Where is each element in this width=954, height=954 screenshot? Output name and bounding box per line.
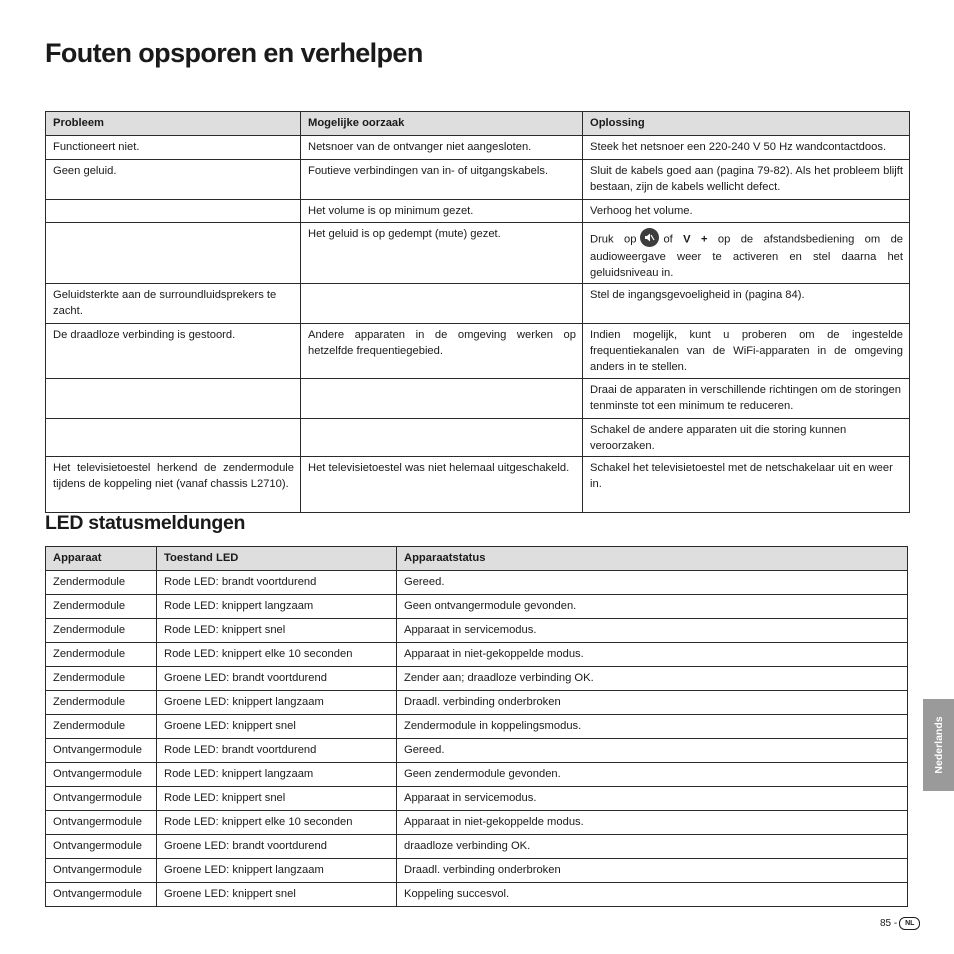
device-status-cell: Draadl. verbinding onderbroken [397, 691, 908, 715]
nl-badge-icon: NL [899, 917, 920, 930]
cause-cell: Het televisietoestel was niet helemaal uitgeschakeld. [301, 457, 583, 513]
solution-cell: Draai de apparaten in verschillende richtingen om de storingen tenminste tot een minimum te reduceren. [583, 379, 910, 419]
device-cell: Zendermodule [46, 691, 157, 715]
cause-cell: Foutieve verbindingen van in- of uitgangskabels. [301, 160, 583, 200]
device-cell: Ontvangermodule [46, 763, 157, 787]
led-state-cell: Groene LED: brandt voortdurend [157, 835, 397, 859]
device-cell: Ontvangermodule [46, 859, 157, 883]
table-row [46, 324, 910, 379]
table-row [46, 763, 908, 787]
table-row [46, 200, 910, 223]
solution-cell: Schakel het televisietoestel met de netschakelaar uit en weer in. [583, 457, 910, 513]
device-status-cell: Zendermodule in koppelingsmodus. [397, 715, 908, 739]
device-cell: Ontvangermodule [46, 883, 157, 907]
device-status-cell: Apparaat in servicemodus. [397, 787, 908, 811]
table-row [46, 667, 908, 691]
problem-cell: Het televisietoestel herkend de zendermodule tijdens de koppeling niet (vanaf chassis L2710). [46, 457, 301, 513]
troubleshooting-table [45, 111, 910, 513]
led-state-cell: Rode LED: knippert langzaam [157, 763, 397, 787]
problem-cell [46, 379, 301, 419]
problem-cell: Geen geluid. [46, 160, 301, 200]
led-state-cell: Rode LED: knippert elke 10 seconden [157, 643, 397, 667]
device-cell: Ontvangermodule [46, 811, 157, 835]
problem-cell [46, 419, 301, 457]
header-led-state: Toestand LED [157, 547, 397, 571]
problem-cell: De draadloze verbinding is gestoord. [46, 324, 301, 379]
header-device: Apparaat [46, 547, 157, 571]
problem-cell [46, 223, 301, 284]
device-status-cell: Zender aan; draadloze verbinding OK. [397, 667, 908, 691]
header-problem: Probleem [46, 112, 301, 136]
led-status-table [45, 546, 908, 907]
header-solution: Oplossing [583, 112, 910, 136]
table-row [46, 715, 908, 739]
volume-up-key: V + [683, 233, 708, 246]
cause-cell: Het volume is op minimum gezet. [301, 200, 583, 223]
table-row [46, 379, 910, 419]
cause-cell [301, 419, 583, 457]
device-cell: Ontvangermodule [46, 739, 157, 763]
solution-text: of [663, 233, 673, 246]
led-state-cell: Rode LED: brandt voortdurend [157, 739, 397, 763]
mute-icon [640, 228, 659, 247]
table-row [46, 457, 910, 513]
led-state-cell: Rode LED: brandt voortdurend [157, 571, 397, 595]
table-row [46, 643, 908, 667]
table-header-row [46, 112, 910, 136]
table-row [46, 595, 908, 619]
table-row [46, 284, 910, 324]
device-cell: Zendermodule [46, 619, 157, 643]
table-row [46, 787, 908, 811]
table-row [46, 859, 908, 883]
led-state-cell: Groene LED: knippert snel [157, 715, 397, 739]
cause-cell: Het geluid is op gedempt (mute) gezet. [301, 223, 583, 284]
device-cell: Zendermodule [46, 643, 157, 667]
led-state-cell: Groene LED: brandt voortdurend [157, 667, 397, 691]
table-row [46, 883, 908, 907]
table-row [46, 160, 910, 200]
solution-cell: Indien mogelijk, kunt u proberen om de ingestelde frequentiekanalen van de WiFi-apparaten in de omgeving anders in te stellen. [583, 324, 910, 379]
device-cell: Zendermodule [46, 571, 157, 595]
solution-cell: Sluit de kabels goed aan (pagina 79-82). Als het probleem blijft bestaan, zijn de kabels wellicht defect. [583, 160, 910, 200]
page-footer [880, 917, 920, 930]
page-number: 85 - [880, 918, 898, 929]
device-status-cell: Apparaat in servicemodus. [397, 619, 908, 643]
table-row [46, 136, 910, 160]
led-section-title: LED statusmeldungen [45, 512, 246, 534]
page-title: Fouten opsporen en verhelpen [45, 38, 423, 68]
solution-cell: Schakel de andere apparaten uit die storing kunnen veroorzaken. [583, 419, 910, 457]
device-status-cell: Geen ontvangermodule gevonden. [397, 595, 908, 619]
table-row [46, 739, 908, 763]
device-cell: Zendermodule [46, 595, 157, 619]
solution-cell: Stel de ingangsgevoeligheid in (pagina 84). [583, 284, 910, 324]
problem-cell: Geluidsterkte aan de surroundluidsprekers te zacht. [46, 284, 301, 324]
device-cell: Zendermodule [46, 715, 157, 739]
table-row [46, 691, 908, 715]
device-status-cell: Koppeling succesvol. [397, 883, 908, 907]
table-row [46, 619, 908, 643]
table-row [46, 811, 908, 835]
device-status-cell: draadloze verbinding OK. [397, 835, 908, 859]
device-cell: Zendermodule [46, 667, 157, 691]
device-status-cell: Apparaat in niet-gekoppelde modus. [397, 811, 908, 835]
device-status-cell: Geen zendermodule gevonden. [397, 763, 908, 787]
header-cause: Mogelijke oorzaak [301, 112, 583, 136]
device-status-cell: Apparaat in niet-gekoppelde modus. [397, 643, 908, 667]
solution-cell: Steek het netsnoer een 220-240 V 50 Hz wandcontactdoos. [583, 136, 910, 160]
led-state-cell: Rode LED: knippert langzaam [157, 595, 397, 619]
table-row [46, 835, 908, 859]
device-status-cell: Gereed. [397, 739, 908, 763]
problem-cell [46, 200, 301, 223]
device-cell: Ontvangermodule [46, 787, 157, 811]
language-label: Nederlands [932, 716, 945, 774]
solution-cell: Verhoog het volume. [583, 200, 910, 223]
led-state-cell: Groene LED: knippert langzaam [157, 859, 397, 883]
led-state-cell: Rode LED: knippert snel [157, 787, 397, 811]
table-row [46, 419, 910, 457]
language-side-tab [923, 699, 954, 791]
cause-cell: Netsnoer van de ontvanger niet aangesloten. [301, 136, 583, 160]
solution-cell [583, 223, 910, 284]
table-row [46, 571, 908, 595]
table-row [46, 223, 910, 284]
solution-text: op de afstandsbediening om de audioweergave weer te activeren en stel daarna het geluidsniveau in. [590, 233, 904, 279]
device-cell: Ontvangermodule [46, 835, 157, 859]
device-status-cell: Gereed. [397, 571, 908, 595]
led-state-cell: Groene LED: knippert langzaam [157, 691, 397, 715]
cause-cell [301, 284, 583, 324]
header-device-status: Apparaatstatus [397, 547, 908, 571]
table-header-row [46, 547, 908, 571]
device-status-cell: Draadl. verbinding onderbroken [397, 859, 908, 883]
led-state-cell: Rode LED: knippert snel [157, 619, 397, 643]
cause-cell [301, 379, 583, 419]
led-state-cell: Groene LED: knippert snel [157, 883, 397, 907]
led-state-cell: Rode LED: knippert elke 10 seconden [157, 811, 397, 835]
cause-cell: Andere apparaten in de omgeving werken op hetzelfde frequentiegebied. [301, 324, 583, 379]
solution-text: Druk op [590, 233, 637, 246]
problem-cell: Functioneert niet. [46, 136, 301, 160]
